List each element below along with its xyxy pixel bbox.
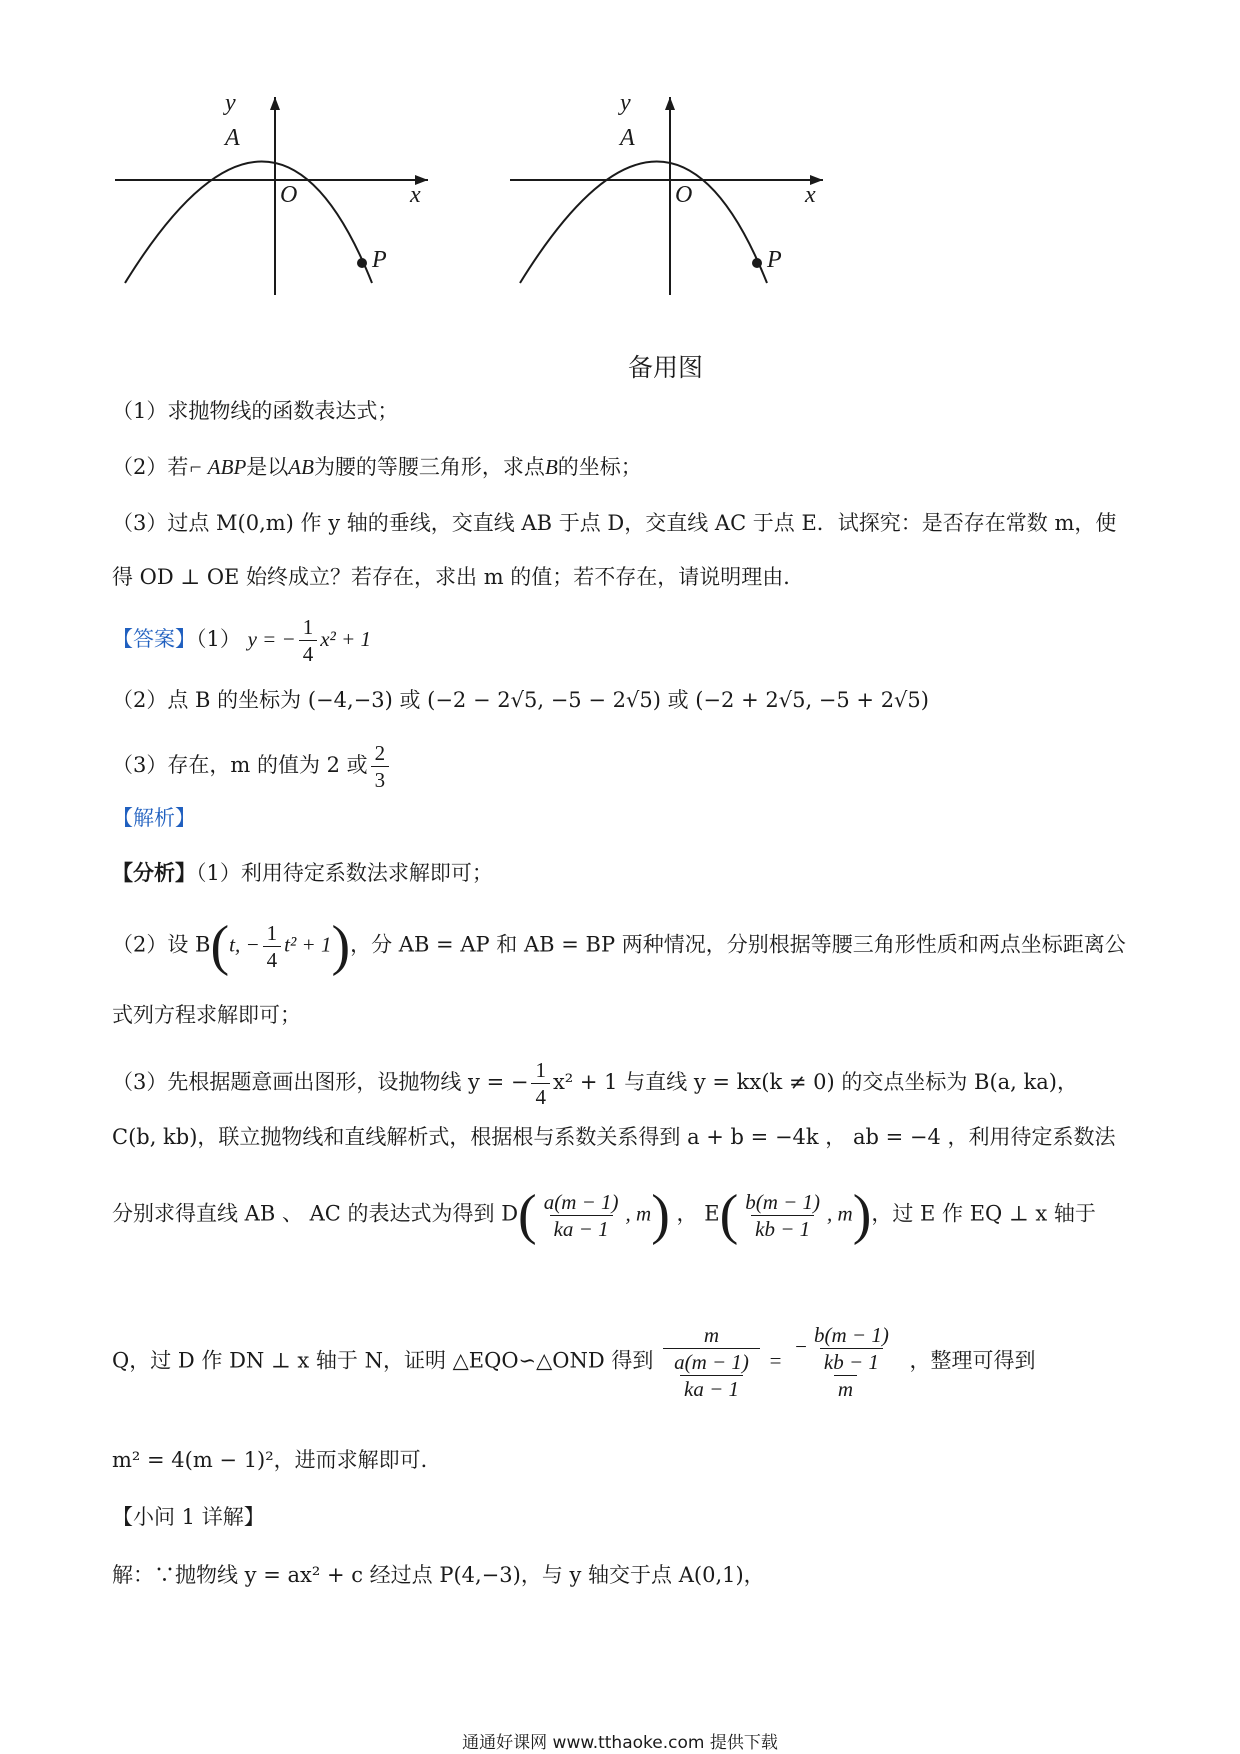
- answer-3: （3）存在，m 的值为 2 或 $\frac{2}{3}$: [112, 740, 392, 793]
- nested-fraction-right: − $\frac{b(m - 1)}{kb - 1}$ m: [795, 1323, 889, 1401]
- analysis-heading: 【解析】: [112, 806, 196, 830]
- fenxi-1: 【分析】（1）利用待定系数法求解即可；: [112, 861, 493, 885]
- origin-label: O: [280, 182, 298, 208]
- fenxi-3-line-5: m² = 4(m − 1)²，进而求解即可．: [112, 1448, 442, 1472]
- sub-question-1-heading: 【小问 1 详解】: [112, 1505, 265, 1529]
- fenxi-3-line-1: （3）先根据题意画出图形，设抛物线 y = − $\frac{1}{4}$ x² + 1 与直线 y = kx(k ≠ 0) 的交点坐标为 B(a, ka)，: [112, 1058, 1078, 1109]
- y-axis-label: y: [225, 95, 236, 116]
- point-a-label: A: [225, 125, 240, 151]
- answer-tag: 【答案】: [112, 627, 196, 651]
- point-p: [752, 258, 762, 268]
- fenxi-3-line-3: 分别求得直线 AB 、 AC 的表达式为得到 D( $\frac{a(m - 1)}{ka - 1}$ , m) ， E( $\frac{b(m - 1)}{kb - 1}$ , m)，过 E 作 EQ ⊥ x 轴于: [112, 1184, 1096, 1246]
- answer-1: 【答案】（1） y = − $\frac{1}{4}$ x² + 1: [112, 615, 372, 666]
- question-3-line-2: 得 OD ⊥ OE 始终成立？若存在，求出 m 的值；若不存在，请说明理由．: [112, 565, 805, 589]
- fenxi-2-line-2: 式列方程求解即可；: [112, 1003, 301, 1027]
- fraction: $\frac{a(m - 1)}{ka - 1}$: [543, 1189, 619, 1241]
- figure-caption: 备用图: [628, 353, 704, 382]
- x-axis-label: x: [805, 182, 816, 208]
- question-1: （1）求抛物线的函数表达式；: [112, 399, 399, 423]
- question-3-line-1: （3）过点 M(0,m) 作 y 轴的垂线，交直线 AB 于点 D，交直线 AC 于点 E．试探究：是否存在常数 m，使: [112, 511, 1117, 535]
- fenxi-3-line-2: C(b, kb)，联立抛物线和直线解析式，根据根与系数关系得到 a + b = −4k ， ab = −4 ，利用待定系数法: [112, 1125, 1116, 1149]
- fraction: $\frac{1}{4}$: [299, 614, 318, 667]
- origin-label: O: [675, 182, 693, 208]
- figure-parabola-main: [110, 95, 430, 340]
- x-axis-label: x: [410, 182, 421, 208]
- answer-2: （2）点 B 的坐标为 (−4,−3) 或 (−2 − 2√5, −5 − 2√5) 或 (−2 + 2√5, −5 + 2√5): [112, 688, 929, 712]
- figure-parabola-spare: [505, 95, 825, 340]
- fenxi-2: （2）设 B(t, − $\frac{1}{4}$ t² + 1)，分 AB = AP 和 AB = BP 两种情况，分别根据等腰三角形性质和两点坐标距离公: [112, 915, 1126, 977]
- fraction: $\frac{1}{4}$: [531, 1057, 550, 1110]
- fraction: $\frac{1}{4}$: [263, 920, 282, 973]
- y-axis-label: y: [620, 95, 631, 116]
- fraction: $\frac{2}{3}$: [371, 740, 390, 793]
- point-p-label: P: [767, 247, 782, 273]
- fraction: $\frac{b(m - 1)}{kb - 1}$: [745, 1189, 821, 1241]
- point-a-label: A: [620, 125, 635, 151]
- nested-fraction-left: $\frac{m}{\frac{a(m - 1)}{ka - 1}}$: [663, 1322, 760, 1402]
- solution-line-1: 解：∵抛物线 y = ax² + c 经过点 P(4,−3)，与 y 轴交于点 A(0,1)，: [112, 1563, 765, 1587]
- point-p: [357, 258, 367, 268]
- point-p-label: P: [372, 247, 387, 273]
- question-2: （2）若⌐ ABP是以AB为腰的等腰三角形，求点B的坐标；: [112, 455, 642, 479]
- fenxi-3-line-4: Q，过 D 作 DN ⊥ x 轴于 N，证明 △EQO∽△OND 得到 $\frac{m}{\frac{a(m - 1)}{ka - 1}}$ = − $\frac{b(m - 1)}{kb - 1}$ m ，整理可得到: [112, 1323, 1036, 1401]
- footer-source: 通通好课网 www.tthaoke.com 提供下载: [462, 1733, 778, 1753]
